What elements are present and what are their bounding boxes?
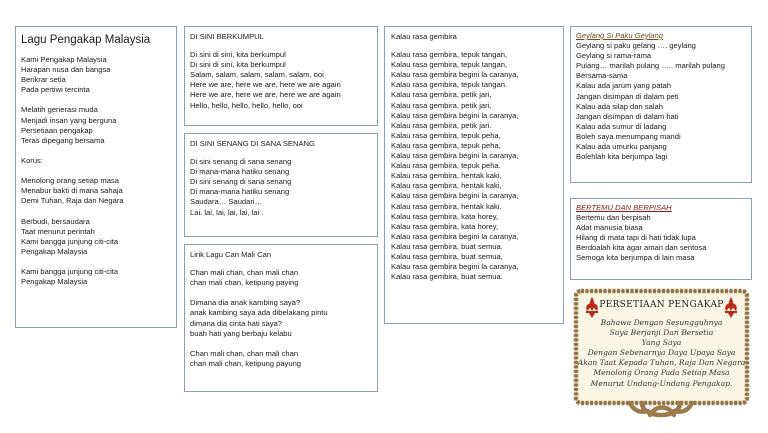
lyric-line: Kalau rasa gembira, tepuk peha, — [391, 140, 501, 150]
lyric-line: Kalau rasa gembira begini la caranya, — [391, 262, 519, 272]
persetiaan-title: PERSETIAAN PENGAKAP — [599, 300, 724, 310]
lyric-line: Yang Saya — [641, 338, 682, 348]
lyric-line: Kalau rasa gembira, buat semua. — [391, 241, 503, 251]
lyric-line — [21, 95, 171, 105]
lyric-line: Pulang… marilah pulang ….. marilah pulang — [576, 61, 726, 71]
kalau-rasa-lyrics — [391, 50, 557, 282]
lyric-line: buah hati yang berbaju kelabu — [190, 328, 292, 338]
persetiaan-pengakap-scroll — [570, 287, 753, 418]
lyric-line: Chan mali chan, chan mali chan — [190, 268, 299, 278]
lyric-line: chan mali chan, ketipung paying — [190, 278, 299, 288]
lyric-line: Bolehlah kita berjumpa lagi — [576, 152, 668, 162]
lyric-line: Teras dipegang bersama — [21, 135, 105, 145]
lyric-line: anak kambing saya ada dibelakang pintu — [190, 308, 328, 318]
lyric-line: Kalau rasa gembira begini la caranya, — [391, 70, 519, 80]
lagu-pengakap-panel — [15, 26, 177, 328]
lyric-line: Boleh saya menumpang mandi — [576, 131, 681, 141]
lyric-line: Kalau rasa gembira, kata horey, — [391, 221, 499, 231]
lyric-line — [21, 206, 171, 216]
lyric-line: Menjadi insan yang berguna — [21, 115, 117, 125]
lyric-line: Dimana dia anak kambing saya? — [190, 298, 301, 308]
lyric-line: Adat manusia biasa — [576, 223, 643, 233]
lyric-line: Pengakap Malaysia — [21, 277, 88, 287]
lyric-line: Kalau rasa gembira, petik jari. — [391, 120, 492, 130]
lagu-pengakap-title: Lagu Pengakap Malaysia — [21, 34, 151, 46]
persetiaan-text — [570, 318, 753, 389]
disini-senang-panel — [184, 133, 378, 237]
disini-berkumpul-heading: DI SINI BERKUMPUL — [190, 32, 264, 41]
lyric-line: Bertemu dan berpisah — [576, 213, 651, 223]
lyric-line: Semoga kita berjumpa di lain masa — [576, 253, 695, 263]
lyric-line: Kalau rasa gembira, buat semua, — [391, 251, 503, 261]
geylang-lyrics — [576, 41, 746, 162]
kalau-rasa-gembira-panel — [384, 26, 564, 324]
lyric-line: Di sini di sini, kita berkumpul — [190, 50, 286, 60]
lyric-line: Kalau ada silap dan salah — [576, 101, 663, 111]
lyric-line: Here we are, here we are, here we are again — [190, 90, 341, 100]
kalau-rasa-heading: Kalau rasa gembira — [391, 32, 457, 41]
lyric-line: Kalau rasa gembira, tepuk peha. — [391, 161, 501, 171]
lyric-line: Kalau rasa gembira, petik jari, — [391, 90, 492, 100]
lyric-line: Kalau rasa gembira, petik jari, — [391, 100, 492, 110]
lyric-line: Berikrar setia — [21, 75, 66, 85]
disini-senang-heading: DI SINI SENANG DI SANA SENANG — [190, 139, 315, 148]
lyric-line: Taat menurut perintah — [21, 226, 95, 236]
lagu-pengakap-lyrics — [21, 55, 171, 287]
lyric-line: Kalau rasa gembira begini la caranya, — [391, 110, 519, 120]
bertemu-panel — [570, 198, 752, 280]
lyric-line: Persetiaan pengakap — [21, 125, 93, 135]
lyric-line: Geylang si rama-rama — [576, 51, 652, 61]
lyric-line: Kami bangga junjung citi-cita — [21, 236, 119, 246]
lyric-line: Korus: — [21, 155, 43, 165]
lyric-line: Saudara… Saudari… — [190, 197, 263, 207]
lyric-line: Kalau rasa gembira, tepuk peha, — [391, 130, 501, 140]
lyric-line: Kalau rasa gembira, buat semua. — [391, 272, 503, 282]
lyric-line: Kalau rasa gembira, tepuk tangan, — [391, 50, 508, 60]
lyric-line — [21, 146, 171, 156]
lyric-line: Di sini senang di sana senang — [190, 157, 292, 167]
lyric-line — [21, 257, 171, 267]
lyric-line: Chan mali chan, chan mali chan — [190, 348, 299, 358]
lyric-line: Pada pertiwi tercinta — [21, 85, 90, 95]
lyric-line: Kalau ada sumur di ladang — [576, 121, 667, 131]
lyric-line: Here we are, here we are, here we are again — [190, 80, 341, 90]
lyric-line: Kalau rasa gembira, hentak kaki. — [391, 201, 502, 211]
lyric-line: Bersama-sama — [576, 71, 628, 81]
lyric-line: Geylang si paku gelang …. geylang — [576, 41, 696, 51]
lyric-line: Melatih generasi muda — [21, 105, 98, 115]
can-mali-can-heading: Lirik Lagu Can Mali Can — [190, 250, 272, 259]
lyric-line: Kalau rasa gembira, hentak kaki, — [391, 181, 502, 191]
lyric-line: Kalau rasa gembira, kata horey, — [391, 211, 499, 221]
can-mali-can-lyrics — [190, 268, 372, 369]
lyric-line: Menabur bakti di mana sahaja — [21, 186, 123, 196]
lyric-line: Kami Pengakap Malaysia — [21, 55, 107, 64]
disini-berkumpul-panel — [184, 26, 378, 126]
lyric-line: Harapan nusa dan bangsa — [21, 65, 111, 75]
lyric-line: Lai. lai, lai, lai, lai, lai . — [190, 207, 264, 217]
lyric-line: Kalau rasa gembira, tepuk tangan, — [391, 60, 508, 70]
lyric-line: Di mana-mana hatiku senang — [190, 167, 290, 177]
lyric-line: Kalau ada jarum yang patah — [576, 81, 671, 91]
lyric-line: Kalau rasa gembira begini la caranya, — [391, 191, 519, 201]
lyric-line: Berbudi, bersaudara — [21, 216, 90, 226]
lyric-line: Akan Taat Kepada Tuhan, Raja Dan Negara — [577, 358, 746, 368]
lyric-line: Di sini di sini, kita berkumpul — [190, 60, 286, 70]
lyric-line: Jangan disimpan di dalam hati — [576, 111, 679, 121]
lyric-line: Demi Tuhan, Raja dan Negara — [21, 196, 124, 206]
lyric-line: chan mali chan, ketipung payung — [190, 358, 302, 368]
lyric-line: Berdoalah kita agar aman dan sentosa — [576, 243, 707, 253]
lyric-line: Di sini senang di sana senang — [190, 177, 292, 187]
lyric-line: Kalau ada umurku panjang — [576, 142, 667, 152]
lyric-line: Saya Berjanji Dan Bersetia — [609, 328, 714, 338]
disini-senang-lyrics — [190, 157, 372, 218]
lyric-line: Kalau rasa gembira, hentak kaki, — [391, 171, 502, 181]
geylang-panel — [570, 26, 752, 183]
can-mali-can-panel — [184, 244, 378, 392]
lyric-line: Menolong orang setiap masa — [21, 176, 119, 186]
lyric-line: Jangan disimpan di dalam peti — [576, 91, 679, 101]
bertemu-lyrics — [576, 213, 746, 263]
lyric-line: Dengan Sebenarnya Daya Upaya Saya — [587, 348, 736, 358]
lyric-line: Hello, hello, hello, hello, hello, ooi — [190, 100, 303, 110]
lyric-line — [21, 166, 171, 176]
lyric-line: Kalau rasa gembira, tepuk tangan. — [391, 80, 508, 90]
bertemu-heading: BERTEMU DAN BERPISAH — [576, 203, 672, 212]
lyric-line: Di mana-mana hatiku senang — [190, 187, 290, 197]
lyric-line: Menolong Orang Pada Setiap Masa — [593, 368, 730, 378]
geylang-heading: Geylang Si Paku Geylang — [576, 31, 663, 40]
lyric-line: Pengakap Malaysia — [21, 246, 88, 256]
lyric-line: Kalau rasa gembira begini la caranya, — [391, 231, 519, 241]
disini-berkumpul-lyrics — [190, 50, 372, 111]
lyric-line: Kami bangga junjung citi-cita — [21, 266, 119, 276]
lyric-line — [190, 288, 372, 298]
lyric-line — [190, 339, 372, 349]
lyric-line: Hilang di mata tapi di hati tidak lupa — [576, 233, 696, 243]
lyric-line: Bahawa Dengan Sesungguhnya — [600, 318, 723, 327]
lyric-line: Salam, salam, salam, salam, salam, ooi — [190, 70, 324, 80]
lyric-line: Menurut Undang-Undang Pengakap. — [590, 378, 733, 388]
lyric-line: dimana dia cinta hati saya? — [190, 318, 283, 328]
lyric-line: Kalau rasa gembira begini la caranya, — [391, 151, 519, 161]
